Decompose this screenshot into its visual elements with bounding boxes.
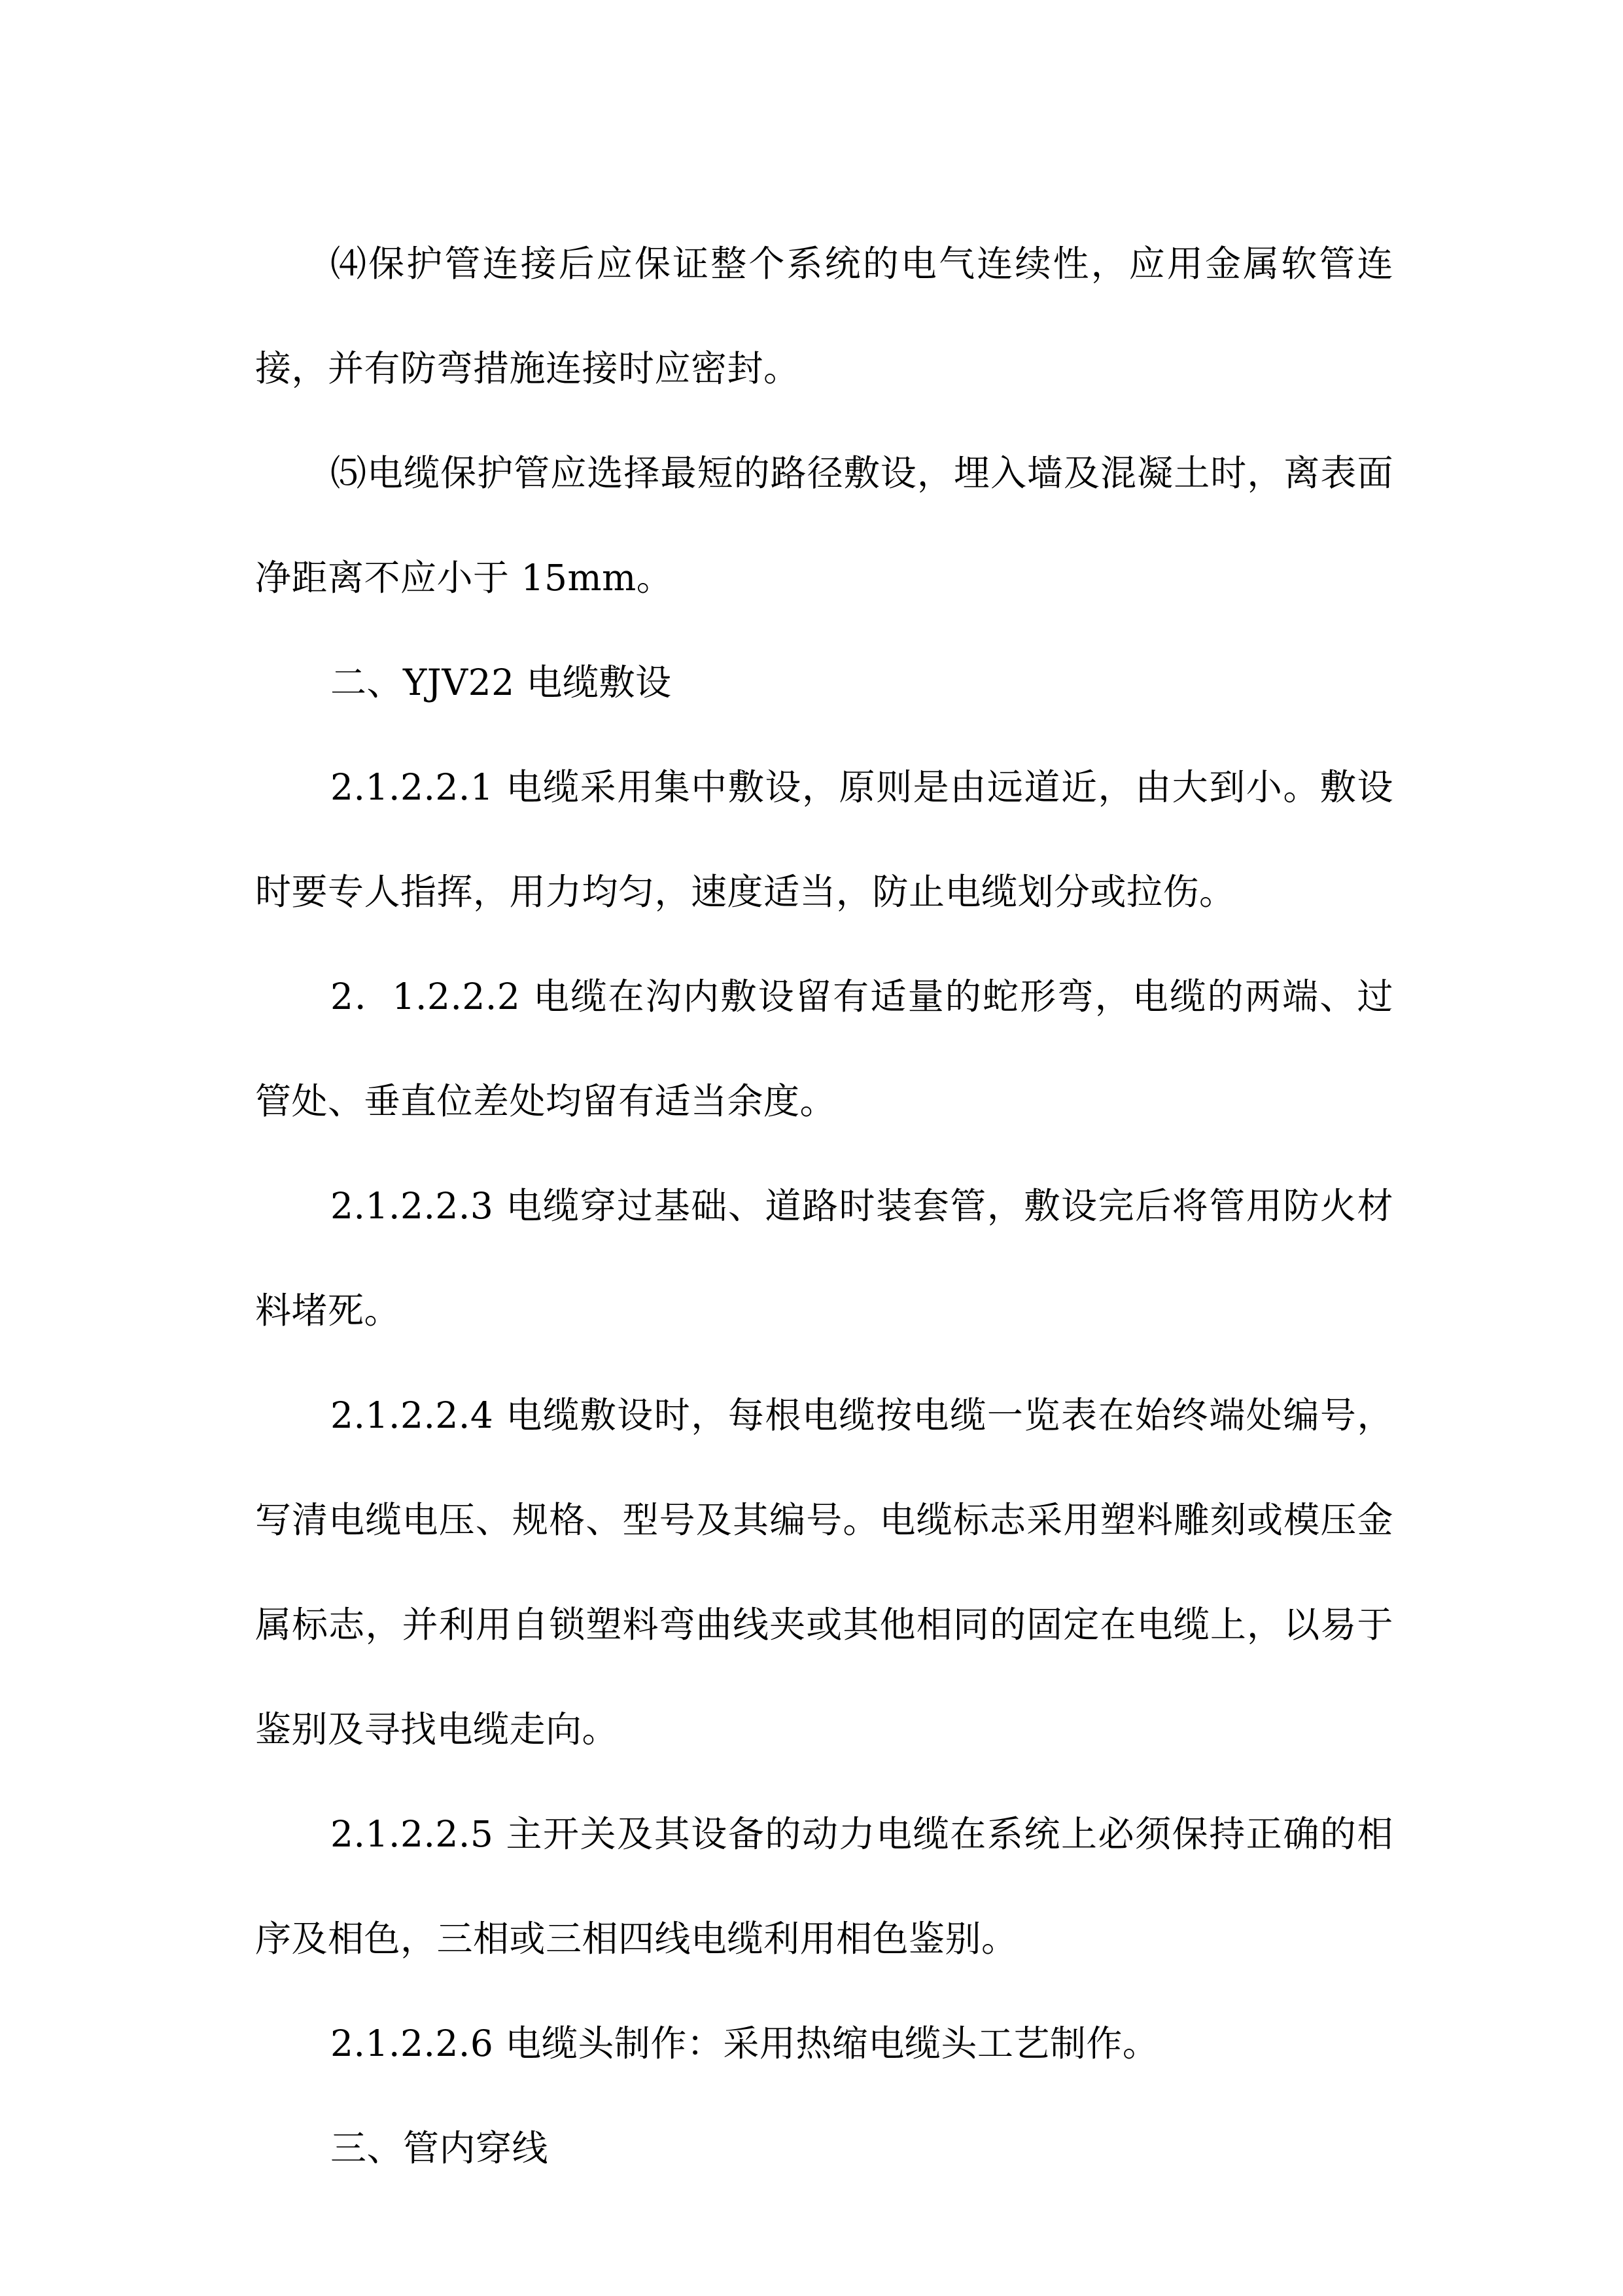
paragraph-2-1-2-2-2: 2．1.2.2.2 电缆在沟内敷设留有适量的蛇形弯，电缆的两端、过管处、垂直位差处均留有适当余度。 (255, 976, 1393, 1122)
section-heading-pipe-threading: 三、管内穿线 (330, 2127, 549, 2169)
paragraph-protective-pipe-connection: ⑷保护管连接后应保证整个系统的电气连续性，应用金属软管连接，并有防弯措施连接时应密封。 (255, 243, 1393, 389)
paragraph-2-1-2-2-3: 2.1.2.2.3 电缆穿过基础、道路时装套管，敷设完后将管用防火材料堵死。 (255, 1185, 1393, 1332)
paragraph-2-1-2-2-5: 2.1.2.2.5 主开关及其设备的动力电缆在系统上必须保持正确的相序及相色，三相或三相四线电缆利用相色鉴别。 (255, 1813, 1393, 1960)
section-heading-yjv22-cable-laying: 二、YJV22 电缆敷设 (330, 662, 672, 703)
paragraph-2-1-2-2-4: 2.1.2.2.4 电缆敷设时，每根电缆按电缆一览表在始终端处编号，写清电缆电压、规格、型号及其编号。电缆标志采用塑料雕刻或模压金属标志，并利用自锁塑料弯曲线夹或其他相同的固定在电缆上，以易于鉴别及寻找电缆走向。 (255, 1394, 1393, 1750)
paragraph-protective-pipe-routing: ⑸电缆保护管应选择最短的路径敷设，埋入墙及混凝土时，离表面净距离不应小于 15mm。 (255, 452, 1393, 599)
paragraph-2-1-2-2-1: 2.1.2.2.1 电缆采用集中敷设，原则是由远道近，由大到小。敷设时要专人指挥，用力均匀，速度适当，防止电缆划分或拉伤。 (255, 766, 1393, 913)
document-body (255, 211, 1393, 2200)
paragraph-2-1-2-2-6: 2.1.2.2.6 电缆头制作：采用热缩电缆头工艺制作。 (330, 2022, 1159, 2064)
